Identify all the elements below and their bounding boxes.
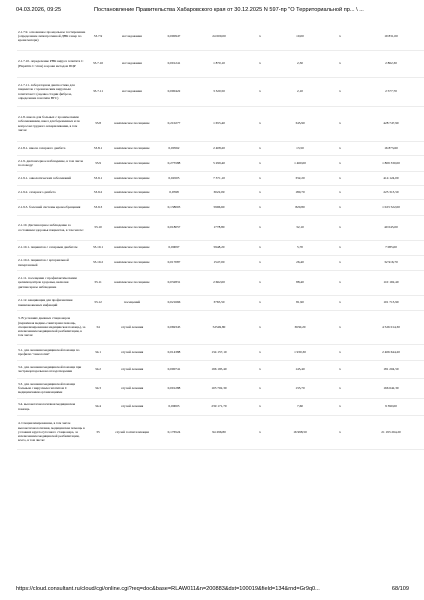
cell-x1: х xyxy=(245,344,275,360)
cell-unit: комплексное посещение xyxy=(109,185,155,199)
cell-sum: 13,50 xyxy=(275,141,325,155)
cell-total: 428 747,90 xyxy=(355,106,424,141)
table-row xyxy=(17,185,424,199)
cell-x1: х xyxy=(245,185,275,199)
cell-x1: х xyxy=(245,50,275,77)
cell-norm: 0,069345 xyxy=(155,310,193,344)
cell-cost: 5948,20 xyxy=(193,240,245,255)
cell-sum: 81,90 xyxy=(275,295,325,310)
cell-total: 2 577,70 xyxy=(355,77,424,106)
cell-cost: 52549,80 xyxy=(193,310,245,344)
table-row xyxy=(17,141,424,155)
cell-sum: 3630,20 xyxy=(275,310,325,344)
cell-x1: х xyxy=(245,240,275,255)
cell-unit: посещений xyxy=(109,295,155,310)
cell-x1: х xyxy=(245,199,275,215)
cell-unit: случай госпитализации xyxy=(109,415,155,449)
cell-name: 2.1.7.9. основанное проецальное тестирование (определение липопротеиной ДНК генер по крови матери) xyxy=(17,23,87,50)
cell-sum: 180,70 xyxy=(275,185,325,199)
cell-x1: х xyxy=(245,77,275,106)
cell-total: 181 204,50 xyxy=(355,360,424,378)
cell-cost: 3 320,50 xyxy=(193,77,245,106)
cell-cost: 2 408,20 xyxy=(193,141,245,155)
cell-code: 33.8 xyxy=(87,106,109,141)
cell-unit: комплексное посещение xyxy=(109,215,155,240)
cell-sum: 820,80 xyxy=(275,199,325,215)
cell-sum: 133,70 xyxy=(275,378,325,398)
cell-x2: х xyxy=(325,106,355,141)
cell-x1: х xyxy=(245,310,275,344)
table-row xyxy=(17,398,424,415)
cell-sum: 1 930,30 xyxy=(275,344,325,360)
cell-x1: х xyxy=(245,155,275,171)
table-row xyxy=(17,215,424,240)
cell-code: 34.4 xyxy=(87,398,109,415)
document-title: Постановление Правительства Хабаровского края от 30.12.2025 N 597-пр "О Территориальной пр... \ ... xyxy=(94,7,364,13)
cell-cost: 196 195,40 xyxy=(193,360,245,378)
cell-total: 166 642,30 xyxy=(355,378,424,398)
cell-x2: х xyxy=(325,415,355,449)
cell-cost: 94 296,80 xyxy=(193,415,245,449)
cell-norm: 0,001241 xyxy=(155,50,193,77)
cell-sum: 10,00 xyxy=(275,23,325,50)
cell-code: 33.9 xyxy=(87,155,109,171)
cell-code: 33.7.11 xyxy=(87,77,109,106)
cell-name: 2.1.10.2. пациентов с артериальной гипертензией xyxy=(17,255,87,270)
table-row xyxy=(17,50,424,77)
cell-total: 1 023 522,00 xyxy=(355,199,424,215)
cell-total: 7 085,00 xyxy=(355,240,424,255)
cell-total: 2 862,30 xyxy=(355,50,424,77)
cell-code: 33.9.1 xyxy=(87,171,109,185)
cell-unit: случай лечения xyxy=(109,344,155,360)
cell-unit: комплексное посещение xyxy=(109,141,155,155)
table-row xyxy=(17,344,424,360)
cell-name: 2.1.12. вакцинация для профилактики пневмококковых инфекций xyxy=(17,295,87,310)
cell-unit: комплексное посещение xyxy=(109,240,155,255)
cell-x2: х xyxy=(325,23,355,50)
cell-x2: х xyxy=(325,344,355,360)
cell-norm: 0,00003 xyxy=(155,398,193,415)
cell-total: 2 406 644,20 xyxy=(355,344,424,360)
cell-cost: 1 870,10 xyxy=(193,50,245,77)
print-datetime: 04.03.2026, 09:25 xyxy=(16,7,62,13)
cell-x2: х xyxy=(325,310,355,344)
cell-x2: х xyxy=(325,50,355,77)
cell-norm: 0,014388 xyxy=(155,344,193,360)
cell-x1: х xyxy=(245,415,275,449)
cell-x1: х xyxy=(245,106,275,141)
table-row xyxy=(17,310,424,344)
cell-x2: х xyxy=(325,240,355,255)
cell-unit: случай лечения xyxy=(109,378,155,398)
cell-name: 4. Специализированная, в том числе высокотехнологичная, медицинская помощь в условиях круглосуточного стационара, за исключением медицинской реабилитации, всего, в том числе: xyxy=(17,415,87,449)
program-table xyxy=(17,23,424,450)
cell-norm: 0,032831 xyxy=(155,270,193,295)
cell-name: 3. В условиях дневных стационаров (первичная медико-санитарная помощь, специализированная медицинская помощь), за исключением медицинской реабилитации, в том числе: xyxy=(17,310,87,344)
table-row xyxy=(17,295,424,310)
cell-code: 33.11 xyxy=(87,270,109,295)
table-row xyxy=(17,378,424,398)
cell-code: 33.10 xyxy=(87,215,109,240)
cell-x2: х xyxy=(325,215,355,240)
cell-x1: х xyxy=(245,398,275,415)
cell-x1: х xyxy=(245,378,275,398)
cell-name: 3.1. для оказания медицинской помощи по профилю "онкология" xyxy=(17,344,87,360)
cell-cost: 1547,00 xyxy=(193,255,245,270)
cell-code: 33.10.1 xyxy=(87,240,109,255)
table-row xyxy=(17,415,424,449)
cell-norm: 0,001288 xyxy=(155,378,193,398)
cell-cost: 1778,80 xyxy=(193,215,245,240)
print-footer xyxy=(0,584,424,598)
cell-cost: 3022,09 xyxy=(193,185,245,199)
cell-total: 110 192,40 xyxy=(355,270,424,295)
cell-x2: х xyxy=(325,185,355,199)
cell-x2: х xyxy=(325,155,355,171)
page-number: 68/109 xyxy=(391,586,409,592)
cell-sum: 26,40 xyxy=(275,255,325,270)
cell-norm: 0,0598 xyxy=(155,185,193,199)
cell-cost: 5 299,40 xyxy=(193,155,245,171)
cell-unit: комплексное посещение xyxy=(109,155,155,171)
cell-name: 2.1.7.10. определение РНК вируса гепатита С (Hepatitis C virus) в крови методом ПЦР xyxy=(17,50,87,77)
cell-total: 225 313,50 xyxy=(355,185,424,199)
document-url[interactable]: https://cloud.consultant.ru/cloud/cgi/online.cgi?req=doc&base=RLAW011&n=200883&dst=100019&field=134&rnd=Gr9q0... xyxy=(16,586,320,592)
cell-unit: исследования xyxy=(109,23,155,50)
table-row xyxy=(17,171,424,185)
cell-cost: 103 702,30 xyxy=(193,378,245,398)
cell-norm: 0,021666 xyxy=(155,295,193,310)
cell-norm: 0,138003 xyxy=(155,199,193,215)
cell-cost: 7 371,10 xyxy=(193,171,245,185)
cell-code: 33.7.10 xyxy=(87,50,109,77)
cell-total: 1 809 330,00 xyxy=(355,155,424,171)
cell-sum: 2,30 xyxy=(275,50,325,77)
cell-cost: 5996,60 xyxy=(193,199,245,215)
cell-norm: 0,018057 xyxy=(155,215,193,240)
cell-unit: случай лечения xyxy=(109,398,155,415)
cell-unit: случай лечения xyxy=(109,310,155,344)
cell-sum: 16 998,50 xyxy=(275,415,325,449)
cell-norm: 0,000741 xyxy=(155,360,193,378)
cell-code: 33.10.2 xyxy=(87,255,109,270)
cell-sum: 2,10 xyxy=(275,77,325,106)
cell-code: 34.2 xyxy=(87,360,109,378)
cell-name: 3.2. для оказания медицинской помощи при экстракорпоральном оплодотворении xyxy=(17,360,87,378)
cell-x2: х xyxy=(325,295,355,310)
cell-code: 33.7.9 xyxy=(87,23,109,50)
cell-norm: 0,210277 xyxy=(155,106,193,141)
cell-norm: 0,00097 xyxy=(155,240,193,255)
cell-sum: 1 460,00 xyxy=(275,155,325,171)
cell-norm: 0,176524 xyxy=(155,415,193,449)
cell-x1: х xyxy=(245,270,275,295)
cell-x1: х xyxy=(245,215,275,240)
cell-name: 2.1.8.1. школа сахарного диабета xyxy=(17,141,87,155)
cell-x1: х xyxy=(245,360,275,378)
cell-x2: х xyxy=(325,360,355,378)
cell-x2: х xyxy=(325,199,355,215)
cell-unit: исследования xyxy=(109,50,155,77)
cell-x2: х xyxy=(325,141,355,155)
cell-norm: 0,017087 xyxy=(155,255,193,270)
cell-sum: 332,20 xyxy=(275,171,325,185)
cell-code: 33.9.3 xyxy=(87,199,109,215)
cell-norm: 0,000422 xyxy=(155,77,193,106)
print-header xyxy=(0,0,424,18)
table-row xyxy=(17,155,424,171)
cell-cost: 1 655,40 xyxy=(193,106,245,141)
cell-cost: 2 662,00 xyxy=(193,270,245,295)
cell-sum: 345,90 xyxy=(275,106,325,141)
cell-code: 33.8.1 xyxy=(87,141,109,155)
cell-cost: 24 000,00 xyxy=(193,23,245,50)
cell-unit: случай лечения xyxy=(109,360,155,378)
cell-total: 414 124,00 xyxy=(355,171,424,185)
cell-x1: х xyxy=(245,295,275,310)
cell-total: 9 390,00 xyxy=(355,398,424,415)
table-row xyxy=(17,77,424,106)
table-row xyxy=(17,106,424,141)
table-row xyxy=(17,23,424,50)
cell-unit: комплексное посещение xyxy=(109,106,155,141)
table-row xyxy=(17,360,424,378)
cell-total: 16 873,60 xyxy=(355,141,424,155)
cell-code: 34 xyxy=(87,310,109,344)
cell-total: 4 526 014,30 xyxy=(355,310,424,344)
cell-name: 2.1.8. школа для больных с хроническими заболеваниями, школ для беременных и по вопросам грудного вскармливания, в том числе: xyxy=(17,106,87,141)
cell-norm: 0,00562 xyxy=(155,141,193,155)
cell-unit: комплексное посещение xyxy=(109,171,155,185)
cell-cost: 239 171,70 xyxy=(193,398,245,415)
cell-code: 34.1 xyxy=(87,344,109,360)
cell-name: 2.1.9.1. онкологических заболеваний xyxy=(17,171,87,185)
cell-x1: х xyxy=(245,141,275,155)
cell-norm: 0,275588 xyxy=(155,155,193,171)
cell-total: 21 193 264,20 xyxy=(355,415,424,449)
cell-x1: х xyxy=(245,23,275,50)
cell-sum: 5,70 xyxy=(275,240,325,255)
cell-cost: 134 157,10 xyxy=(193,344,245,360)
cell-x1: х xyxy=(245,171,275,185)
cell-total: 32 916,70 xyxy=(355,255,424,270)
cell-code: 34.3 xyxy=(87,378,109,398)
cell-unit: комплексное посещение xyxy=(109,270,155,295)
cell-sum: 88,40 xyxy=(275,270,325,295)
cell-sum: 145,40 xyxy=(275,360,325,378)
cell-name: 2.1.9.3. болезней системы кровообращения xyxy=(17,199,87,215)
cell-x1: х xyxy=(245,255,275,270)
cell-total: 101 713,90 xyxy=(355,295,424,310)
cell-total: 40 045,00 xyxy=(355,215,424,240)
cell-unit: комплексное посещение xyxy=(109,255,155,270)
cell-unit: комплексное посещение xyxy=(109,199,155,215)
cell-cost: 3765,50 xyxy=(193,295,245,310)
table-row xyxy=(17,255,424,270)
cell-name: 2.1.10.1. пациентов с сахарным диабетом xyxy=(17,240,87,255)
cell-name: 2.1.7.11. лабораторная диагностика для пациентов с хроническим вирусным гепатитом С (оценка стадии фиброза, определение генотипа ВГС) xyxy=(17,77,87,106)
table-row xyxy=(17,240,424,255)
cell-x2: х xyxy=(325,378,355,398)
cell-x2: х xyxy=(325,77,355,106)
cell-name: 3.4. высокотехнологичная медицинская помощь xyxy=(17,398,87,415)
cell-x2: х xyxy=(325,270,355,295)
cell-unit: исследования xyxy=(109,77,155,106)
cell-name: 2.1.10. Диспансерное наблюдение за состоянием здоровья пациентов, в том числе: xyxy=(17,215,87,240)
cell-x2: х xyxy=(325,255,355,270)
cell-norm: 0,000947 xyxy=(155,23,193,50)
table-row xyxy=(17,199,424,215)
cell-norm: 0,04505 xyxy=(155,171,193,185)
cell-code: 35 xyxy=(87,415,109,449)
cell-name: 3.3. для оказания медицинской помощи больным с вирусным гепатитом С медицинскими организациями xyxy=(17,378,87,398)
cell-sum: 32,10 xyxy=(275,215,325,240)
cell-name: 2.1.9.2. сахарного диабета xyxy=(17,185,87,199)
cell-total: 19 831,00 xyxy=(355,23,424,50)
cell-code: 33.12 xyxy=(87,295,109,310)
table-row xyxy=(17,270,424,295)
cell-code: 33.9.2 xyxy=(87,185,109,199)
cell-sum: 7,60 xyxy=(275,398,325,415)
cell-x2: х xyxy=(325,171,355,185)
cell-name: 2.1.11. посещения с профилактическими целями центров здоровья, включая диспансерное наблюдение xyxy=(17,270,87,295)
cell-name: 2.1.9. диспансерное наблюдение, в том числе по поводу: xyxy=(17,155,87,171)
cell-x2: х xyxy=(325,398,355,415)
